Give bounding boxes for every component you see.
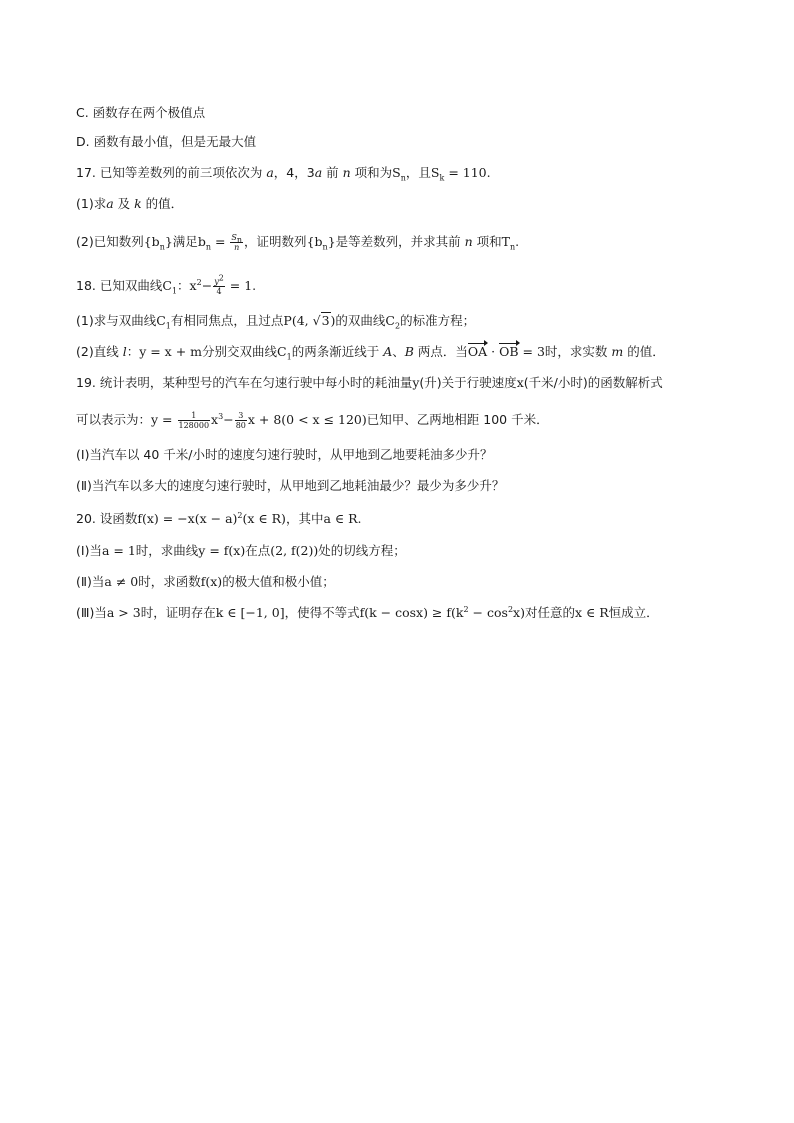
question-20: 20. 设函数$f(x) = -x(x - a)^2(x$ ∈ R)，其中a ∈ R. [76, 510, 362, 526]
q17-var-a2: a [314, 165, 323, 180]
option-c: C. 函数存在两个极值点 [76, 105, 206, 120]
q17-mid2: 前 [322, 165, 339, 180]
vector-oa: OA [467, 344, 488, 359]
q17-var-n: n [342, 165, 351, 180]
question-19-part-1: (Ⅰ)当汽车以 40 千米/小时的速度匀速行驶时，从甲地到乙地要耗油多少升？ [76, 447, 493, 462]
question-20-part-3: (Ⅲ)当a > 3时，证明存在k ∈ [−1, 0]，使得不等式$f(k - \cos x) \ge f(k^2 - \cos^2x)$对任意的x ∈ R恒成立． [76, 604, 659, 620]
q17-prefix: 17. 已知等差数列的前三项依次为 [76, 165, 263, 180]
q17-mid: ，4，3 [273, 165, 315, 180]
q17-tail: ，且 [405, 165, 431, 180]
question-18: 18. 已知双曲线$C_1$：$x^2-$ $\frac{y^2}{4}$ = 1. [76, 273, 257, 296]
q17-sk: $S_k = 110$. [430, 165, 491, 183]
question-18-part-2: (2)直线 l：y = x + m分别交双曲线$C_1$的两条渐近线于 A、B 两点．当OA · OB = 3时，求实数 m 的值． [76, 344, 665, 362]
sqrt-symbol: √3 [312, 313, 330, 328]
fraction-sn-over-n: $\frac{S_n}{n}$ [231, 233, 243, 252]
fraction-3-over-80: $\frac{3}{80}$ [235, 411, 246, 430]
question-20-part-2: (Ⅱ)当a ≠ 0时，求函数f(x)的极大值和极小值； [76, 574, 335, 589]
q17-sn: $S_n$ [392, 165, 406, 183]
question-18-part-1: (1)求与双曲线$C_1$有相同焦点，且过点P(4, √3)的双曲线$C_2$的标准方程； [76, 313, 476, 331]
question-17-part-2: (2)已知数列$\{b_n\}$满足$b_n$ = $\frac{S_n}{n}$ ，证明数列$\{b_n\}$是等差数列，并求其前 n 项和$T_n$. [76, 233, 520, 252]
q17-suffix: 项和为 [350, 165, 393, 180]
fraction-1-over-128000: $\frac{1}{128000}$ [178, 411, 210, 430]
question-19: 19. 统计表明，某种型号的汽车在匀速行驶中每小时的耗油量y(升)关于行驶速度x(千米/小时)的函数解析式 [76, 375, 663, 390]
question-17 [76, 164, 491, 182]
question-19-part-2: (Ⅱ)当汽车以多大的速度匀速行驶时，从甲地到乙地耗油最少？最少为多少升？ [76, 478, 505, 493]
fraction-y2-over-4: $\frac{y^2}{4}$ [214, 273, 224, 296]
q17-var-a: a [266, 165, 274, 180]
question-20-part-1: (Ⅰ)当a = 1时，求曲线y = f(x)在点(2, f(2))处的切线方程； [76, 543, 406, 558]
vector-ob: OB [499, 344, 519, 359]
option-d: D. 函数有最小值，但是无最大值 [76, 134, 257, 149]
question-17-part-1: (1)求a 及 k 的值． [76, 196, 184, 211]
question-19-formula: 可以表示为：y = $\frac{1}{128000}$ $x^3-$ $\frac{3}{80}$ x + 8(0 < x ≤ 120)已知甲、乙两地相距 100 千米． [76, 411, 549, 430]
